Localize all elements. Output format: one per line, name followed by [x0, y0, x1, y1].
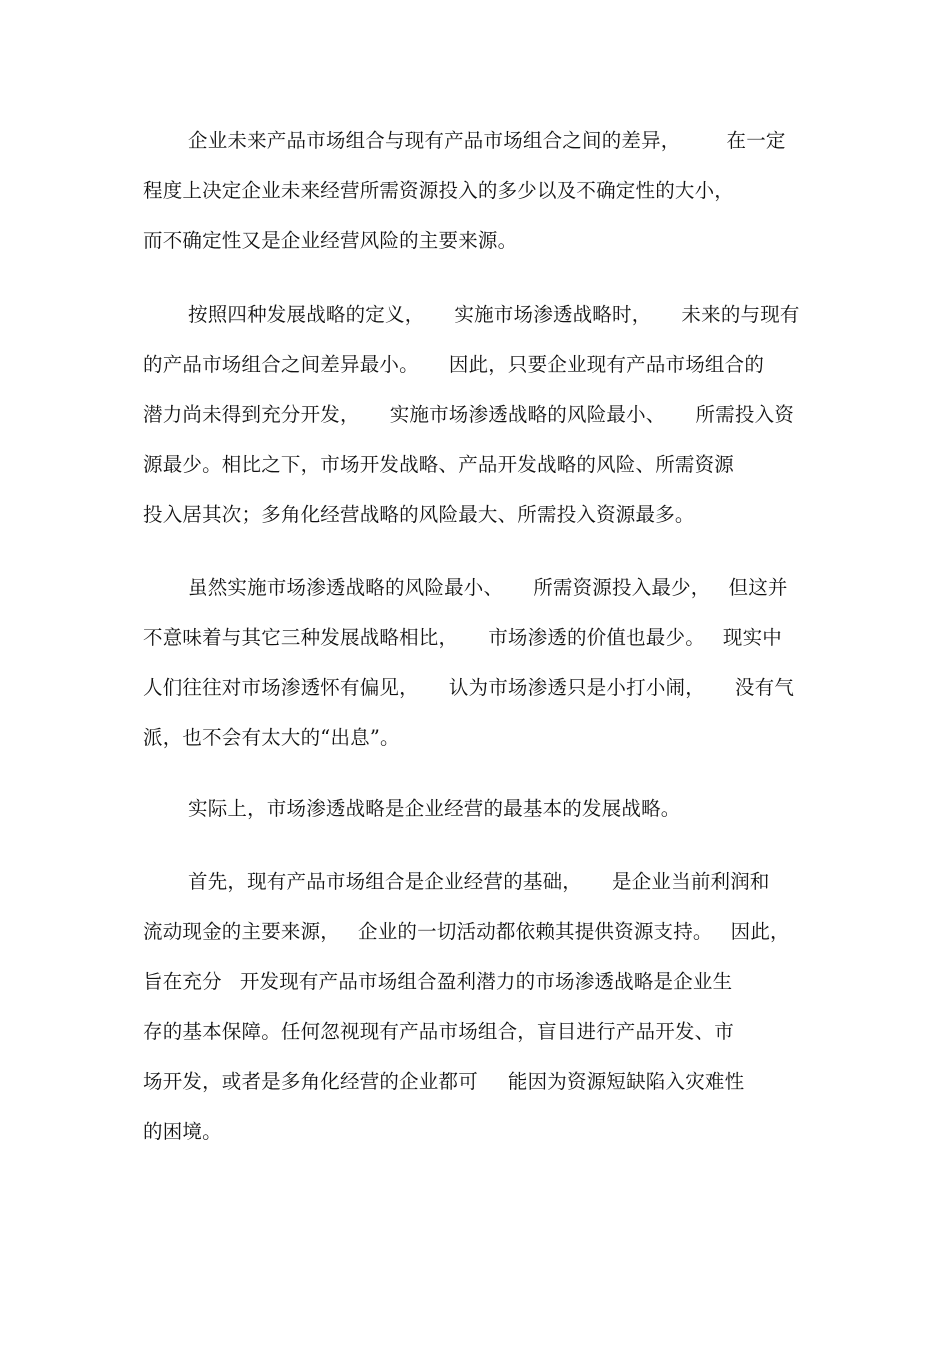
text-segment: 程度上决定企业未来经营所需资源投入的多少以及不确定性的大小， [143, 179, 735, 202]
text-segment: 流动现金的主要来源， [143, 920, 341, 943]
text-line [143, 713, 813, 763]
text-line [143, 216, 813, 266]
text-segment: 首先，现有产品市场组合是企业经营的基础， [188, 870, 583, 893]
text-segment: 的困境。 [143, 1120, 222, 1143]
text-segment: 因此， [730, 920, 790, 943]
text-segment: 能因为资源短缺陷入灾难性 [507, 1070, 745, 1093]
text-segment: 市场渗透的价值也最少。 [488, 626, 705, 649]
text-segment: 源最少。相比之下，市场开发战略、产品开发战略的风险、所需资源 [143, 453, 735, 476]
text-segment: 不意味着与其它三种发展战略相比， [143, 626, 459, 649]
paragraph-5 [143, 857, 813, 1157]
text-line [143, 440, 813, 490]
text-segment: 实际上，市场渗透战略是企业经营的最基本的发展战略。 [188, 797, 681, 820]
text-line [143, 390, 813, 440]
text-segment: 存的基本保障。任何忽视现有产品市场组合，盲目进行产品开发、市 [143, 1020, 735, 1043]
text-segment: 所需投入资 [695, 403, 795, 426]
text-segment: 按照四种发展战略的定义， [188, 303, 425, 326]
text-segment: 实施市场渗透战略的风险最小、 [389, 403, 666, 426]
text-segment: 虽然实施市场渗透战略的风险最小、 [188, 576, 504, 599]
text-line [143, 116, 813, 166]
text-line [143, 1107, 813, 1157]
paragraph-3 [143, 563, 813, 763]
text-line [143, 907, 813, 957]
text-segment: 实施市场渗透战略时， [454, 303, 652, 326]
text-segment: 潜力尚未得到充分开发， [143, 403, 360, 426]
text-segment: 旨在充分 [143, 970, 222, 993]
text-segment: 认为市场渗透只是小打小闹， [448, 676, 705, 699]
text-segment: 因此，只要企业现有产品市场组合的 [448, 353, 765, 376]
text-segment: 企业的一切活动都依赖其提供资源支持。 [358, 920, 713, 943]
text-line [143, 784, 813, 834]
text-line [143, 613, 813, 663]
text-segment: 开发现有产品市场组合盈利潜力的市场渗透战略是企业生 [239, 970, 733, 993]
text-line [143, 663, 813, 713]
text-segment: 派，也不会有太大的“出息”。 [143, 726, 400, 749]
text-segment: 企业未来产品市场组合与现有产品市场组合之间的差异， [188, 129, 681, 152]
paragraph-4 [143, 784, 813, 834]
paragraph-1 [143, 116, 813, 266]
text-line [143, 1007, 813, 1057]
text-segment: 但这并 [728, 576, 788, 599]
text-line [143, 340, 813, 390]
text-line [143, 1057, 813, 1107]
text-segment: 而不确定性又是企业经营风险的主要来源。 [143, 229, 518, 252]
text-segment: 未来的与现有 [681, 303, 800, 326]
text-segment: 是企业当前利润和 [612, 870, 770, 893]
text-segment: 在一定 [726, 129, 786, 152]
text-line [143, 563, 813, 613]
text-segment: 投入居其次；多角化经营战略的风险最大、所需投入资源最多。 [143, 503, 695, 526]
text-segment: 的产品市场组合之间差异最小。 [143, 353, 419, 376]
text-line [143, 290, 813, 340]
text-segment: 场开发，或者是多角化经营的企业都可 [143, 1070, 478, 1093]
paragraph-2 [143, 290, 813, 540]
text-segment: 人们往往对市场渗透怀有偏见， [143, 676, 419, 699]
text-line [143, 857, 813, 907]
text-line [143, 490, 813, 540]
text-segment: 现实中 [722, 626, 783, 649]
text-line [143, 166, 813, 216]
text-segment: 没有气 [734, 676, 795, 699]
text-segment: 所需资源投入最少， [533, 576, 711, 599]
text-line [143, 957, 813, 1007]
